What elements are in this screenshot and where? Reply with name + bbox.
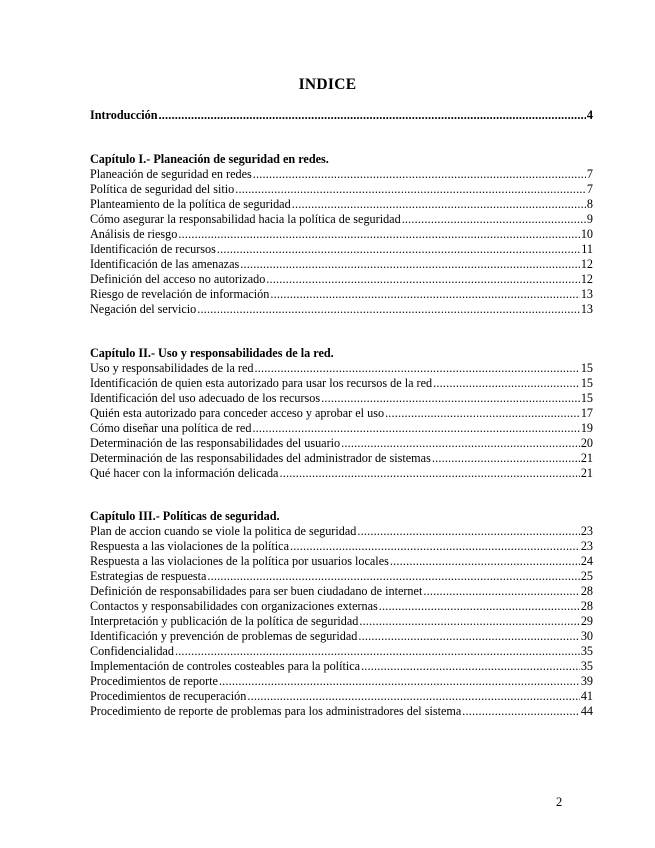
toc-entry[interactable]: [90, 451, 593, 466]
toc-entry-label: Riesgo de revelación de información: [90, 287, 270, 301]
toc-entry[interactable]: [90, 182, 593, 197]
toc-entry[interactable]: [90, 659, 593, 674]
chapter-3-section: [90, 509, 593, 719]
dot-leader: [423, 584, 579, 599]
toc-entry-page: 10: [580, 227, 593, 241]
toc-entry-page: 23: [580, 524, 593, 538]
toc-entry-label: Identificación de quien esta autorizado para usar los recursos de la red: [90, 376, 433, 390]
toc-entry[interactable]: [90, 242, 593, 257]
toc-entry-label: Identificación y prevención de problemas de seguridad: [90, 629, 358, 643]
toc-entry[interactable]: [90, 436, 593, 451]
toc-entry[interactable]: [90, 361, 593, 376]
dot-leader: [361, 659, 580, 674]
toc-entry-label: Introducción: [90, 108, 158, 122]
dot-leader: [292, 197, 586, 212]
toc-entry-label: Definición de responsabilidades para ser buen ciudadano de internet: [90, 584, 423, 598]
toc-entry-page: 35: [580, 659, 593, 673]
toc-entry-label: Identificación de recursos: [90, 242, 216, 256]
dot-leader: [385, 406, 580, 421]
toc-entry-page: 11: [581, 242, 593, 256]
toc-entry-page: 9: [586, 212, 593, 226]
toc-entry-page: 13: [580, 302, 593, 316]
toc-entry[interactable]: [90, 569, 593, 584]
toc-entry-page: 4: [586, 108, 593, 122]
dot-leader: [159, 108, 586, 123]
dot-leader: [175, 644, 580, 659]
toc-entry-label: Respuesta a las violaciones de la política por usuarios locales: [90, 554, 389, 568]
dot-leader: [290, 539, 580, 554]
toc-entry-page: 41: [580, 689, 593, 703]
toc-entry-page: 28: [580, 599, 593, 613]
chapter-heading: Capítulo III.- Políticas de seguridad.: [90, 509, 280, 523]
toc-entry-label: Identificación de las amenazas: [90, 257, 240, 271]
chapter-2-section: [90, 346, 593, 481]
toc-entry-page: 30: [580, 629, 593, 643]
toc-entry[interactable]: [90, 391, 593, 406]
toc-entry-page: 21: [580, 451, 593, 465]
dot-leader: [217, 242, 580, 257]
toc-entry-label: Identificación del uso adecuado de los recursos: [90, 391, 321, 405]
toc-entry[interactable]: [90, 614, 593, 629]
toc-entry-introduccion[interactable]: [90, 108, 593, 123]
dot-leader: [197, 302, 580, 317]
toc-entry-page: 28: [580, 584, 593, 598]
dot-leader: [207, 569, 579, 584]
toc-entry-label: Quién esta autorizado para conceder acceso y aprobar el uso: [90, 406, 385, 420]
chapter-heading: Capítulo II.- Uso y responsabilidades de la red.: [90, 346, 334, 360]
chapter-1-section: [90, 152, 593, 317]
toc-entry[interactable]: [90, 644, 593, 659]
toc-entry-page: 12: [580, 272, 593, 286]
dot-leader: [390, 554, 580, 569]
toc-entry-label: Planeación de seguridad en redes: [90, 167, 252, 181]
toc-entry[interactable]: [90, 302, 593, 317]
toc-entry[interactable]: [90, 421, 593, 436]
toc-entry-page: 13: [580, 287, 593, 301]
toc-entry-label: Cómo diseñar una política de red: [90, 421, 252, 435]
dot-leader: [253, 167, 586, 182]
toc-entry[interactable]: [90, 629, 593, 644]
toc-entry-page: 24: [580, 554, 593, 568]
toc-entry[interactable]: [90, 704, 593, 719]
toc-entry-page: 15: [580, 391, 593, 405]
dot-leader: [279, 466, 579, 481]
toc-entry-page: 12: [580, 257, 593, 271]
page-title: INDICE: [298, 76, 357, 93]
dot-leader: [359, 614, 579, 629]
toc-entry-label: Implementación de controles costeables para la política: [90, 659, 361, 673]
toc-entry-page: 8: [586, 197, 593, 211]
toc-entry[interactable]: [90, 689, 593, 704]
toc-entry[interactable]: [90, 272, 593, 287]
toc-entry-label: Plan de accion cuando se viole la politica de seguridad: [90, 524, 357, 538]
toc-entry-label: Respuesta a las violaciones de la política: [90, 539, 289, 553]
dot-leader: [254, 361, 579, 376]
dot-leader: [341, 436, 580, 451]
toc-entry-label: Contactos y responsabilidades con organizaciones externas: [90, 599, 378, 613]
toc-entry-label: Negación del servicio: [90, 302, 197, 316]
chapter-entries: [90, 361, 593, 481]
dot-leader: [433, 376, 580, 391]
toc-entry[interactable]: [90, 466, 593, 481]
dot-leader: [252, 421, 579, 436]
dot-leader: [219, 674, 580, 689]
toc-entry-page: 17: [580, 406, 593, 420]
toc-entry[interactable]: [90, 584, 593, 599]
toc-entry-page: 7: [586, 167, 593, 181]
dot-leader: [357, 524, 579, 539]
toc-entry-label: Análisis de riesgo: [90, 227, 178, 241]
toc-entry[interactable]: [90, 524, 593, 539]
toc-entry-label: Cómo asegurar la responsabilidad hacia la política de seguridad: [90, 212, 401, 226]
toc-entry-page: 7: [586, 182, 593, 196]
toc-entry-page: 15: [580, 376, 593, 390]
dot-leader: [240, 257, 580, 272]
toc-entry-page: 23: [580, 539, 593, 553]
chapter-entries: [90, 167, 593, 317]
toc-entry-page: 35: [580, 644, 593, 658]
toc-entry-label: Procedimientos de recuperación: [90, 689, 247, 703]
toc-entry-label: Interpretación y publicación de la política de seguridad: [90, 614, 359, 628]
toc-entry[interactable]: [90, 257, 593, 272]
dot-leader: [247, 689, 579, 704]
toc-entry-label: Procedimientos de reporte: [90, 674, 218, 688]
dot-leader: [266, 272, 580, 287]
toc-entry-label: Política de seguridad del sitio: [90, 182, 235, 196]
toc-entry-label: Confidencialidad: [90, 644, 174, 658]
dot-leader: [402, 212, 586, 227]
toc-entry[interactable]: [90, 406, 593, 421]
toc-entry-page: 39: [580, 674, 593, 688]
toc-entry[interactable]: [90, 599, 593, 614]
toc-entry[interactable]: [90, 212, 593, 227]
toc-entry[interactable]: [90, 167, 593, 182]
toc-entry-page: 44: [580, 704, 593, 718]
page-number: 2: [556, 795, 563, 809]
toc-entry-label: Uso y responsabilidades de la red: [90, 361, 254, 375]
toc-entry[interactable]: [90, 197, 593, 212]
toc-entry[interactable]: [90, 376, 593, 391]
dot-leader: [321, 391, 580, 406]
toc-entry-label: Determinación de las responsabilidades del administrador de sistemas: [90, 451, 431, 465]
toc-entry-page: 20: [580, 436, 593, 450]
toc-entry-page: 25: [580, 569, 593, 583]
dot-leader: [432, 451, 580, 466]
toc-entry-page: 15: [580, 361, 593, 375]
toc-entry-page: 19: [580, 421, 593, 435]
chapter-entries: [90, 524, 593, 719]
dot-leader: [235, 182, 586, 197]
toc-entry[interactable]: [90, 674, 593, 689]
toc-entry[interactable]: [90, 287, 593, 302]
dot-leader: [178, 227, 579, 242]
toc-entry-label: Estrategias de respuesta: [90, 569, 207, 583]
dot-leader: [270, 287, 579, 302]
toc-entry-label: Procedimiento de reporte de problemas para los administradores del sistema: [90, 704, 462, 718]
dot-leader: [462, 704, 580, 719]
toc-entry-label: Determinación de las responsabilidades del usuario: [90, 436, 341, 450]
intro-section: [90, 108, 593, 123]
toc-entry-label: Planteamiento de la política de seguridad: [90, 197, 291, 211]
dot-leader: [379, 599, 580, 614]
toc-entry-page: 21: [580, 466, 593, 480]
toc-entry[interactable]: [90, 539, 593, 554]
toc-entry-label: Definición del acceso no autorizado: [90, 272, 266, 286]
dot-leader: [358, 629, 579, 644]
chapter-heading: Capítulo I.- Planeación de seguridad en redes.: [90, 152, 329, 166]
toc-entry-page: 29: [580, 614, 593, 628]
toc-entry[interactable]: [90, 227, 593, 242]
toc-entry-label: Qué hacer con la información delicada: [90, 466, 279, 480]
toc-entry[interactable]: [90, 554, 593, 569]
